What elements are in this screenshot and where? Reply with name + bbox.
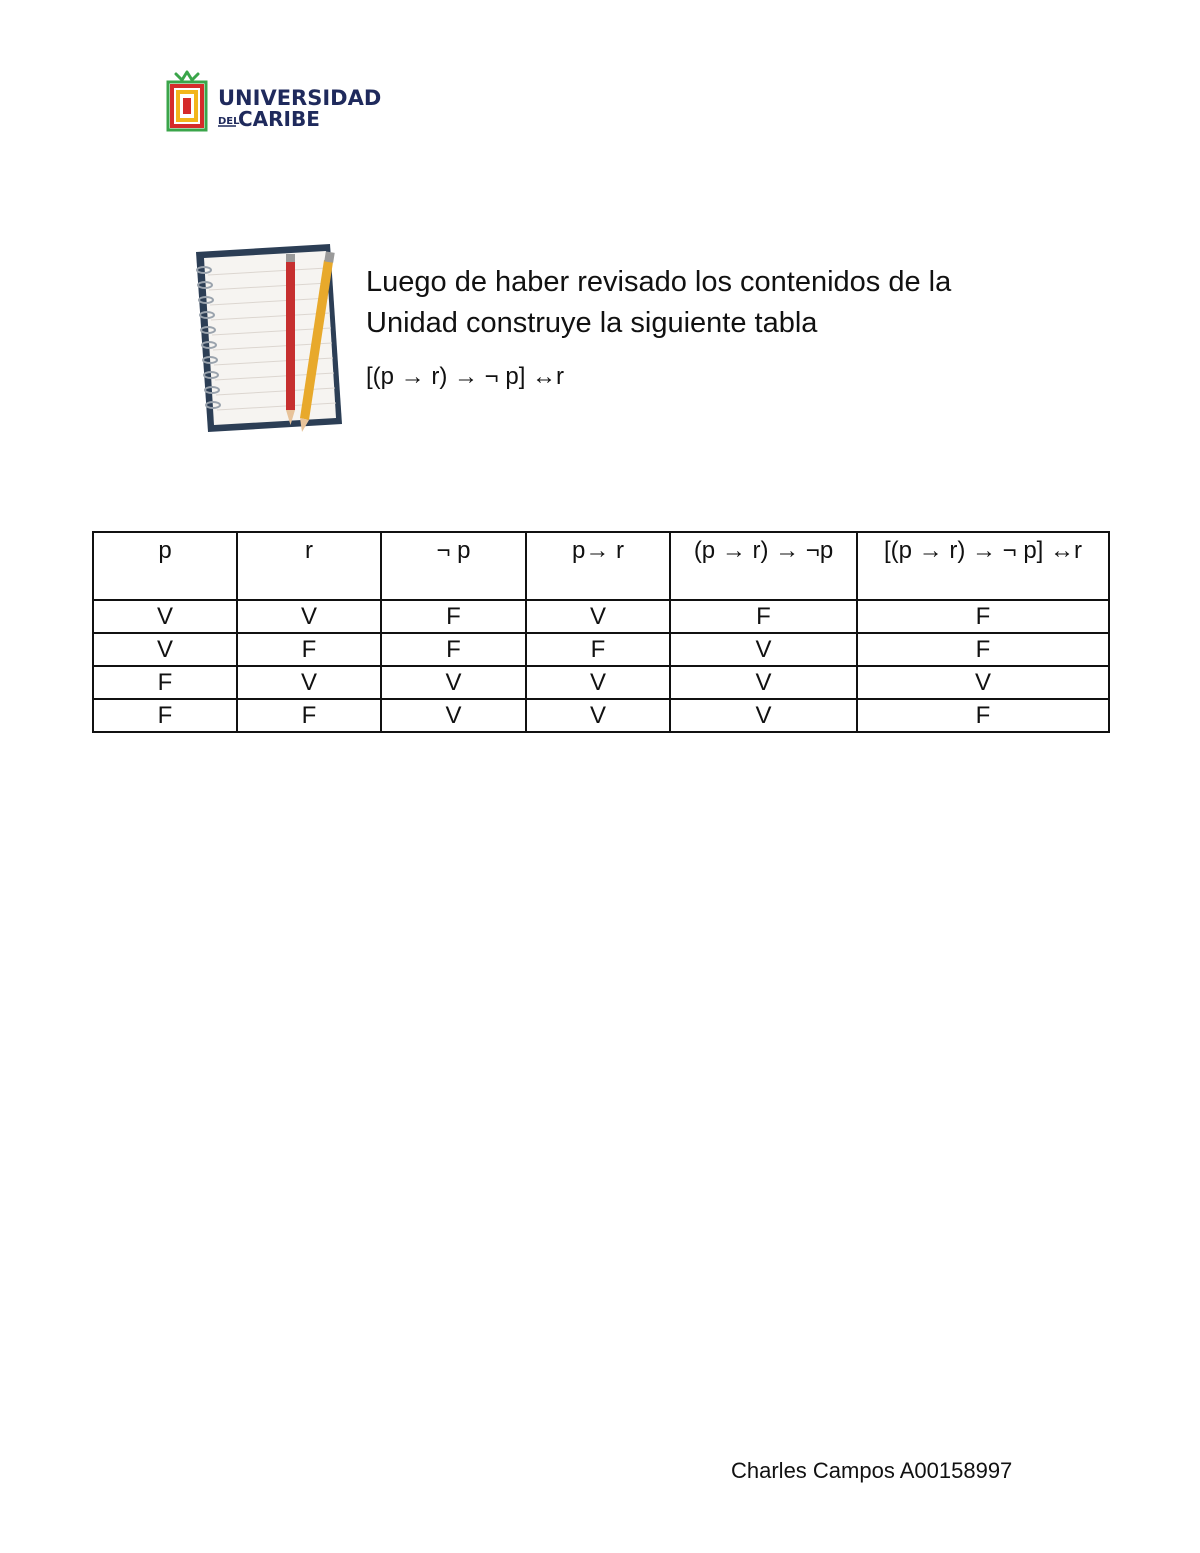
header-p-implies-r: p→ r: [526, 532, 670, 600]
table-cell: F: [857, 633, 1109, 666]
intro-line-1: Luego de haber revisado los contenidos de la: [366, 266, 952, 298]
table-cell: V: [526, 666, 670, 699]
table-cell: F: [237, 699, 381, 732]
table-cell: V: [93, 633, 237, 666]
header-p: p: [93, 532, 237, 600]
notebook-pencils-icon: [190, 240, 350, 435]
truth-table: [92, 531, 1110, 733]
logo-text-del: DEL: [218, 116, 240, 127]
table-cell: V: [237, 600, 381, 633]
header-r: r: [237, 532, 381, 600]
table-row: [93, 600, 1109, 633]
table-cell: F: [670, 600, 857, 633]
table-cell: F: [381, 600, 526, 633]
table-cell: F: [857, 600, 1109, 633]
table-cell: F: [93, 699, 237, 732]
table-row: [93, 666, 1109, 699]
table-cell: F: [93, 666, 237, 699]
table-cell: F: [381, 633, 526, 666]
table-cell: V: [526, 699, 670, 732]
header-biconditional: [(p → r) → ¬ p] ↔r: [857, 532, 1109, 600]
table-cell: V: [93, 600, 237, 633]
table-row: [93, 699, 1109, 732]
table-cell: V: [670, 699, 857, 732]
table-cell: F: [526, 633, 670, 666]
table-cell: V: [381, 666, 526, 699]
table-cell: V: [670, 633, 857, 666]
logo-text-university: UNIVERSIDAD: [218, 86, 382, 110]
author-signature: Charles Campos A00158997: [731, 1458, 1013, 1483]
header-not-p: ¬ p: [381, 532, 526, 600]
formula-text: [(p → r) → ¬ p] ↔r: [366, 363, 565, 390]
table-cell: V: [526, 600, 670, 633]
intro-block: [366, 262, 1066, 392]
table-cell: F: [237, 633, 381, 666]
logo-text-caribe: CARIBE: [238, 107, 320, 131]
table-cell: V: [857, 666, 1109, 699]
table-cell: V: [237, 666, 381, 699]
university-logo: [166, 68, 386, 134]
intro-line-2: Unidad construye la siguiente tabla: [366, 307, 818, 339]
header-implication-not-p: (p → r) → ¬p: [670, 532, 857, 600]
table-cell: V: [381, 699, 526, 732]
logo-emblem-icon: [166, 68, 386, 134]
table-cell: F: [857, 699, 1109, 732]
table-cell: V: [670, 666, 857, 699]
table-row: [93, 633, 1109, 666]
table-header-row: [93, 532, 1109, 600]
